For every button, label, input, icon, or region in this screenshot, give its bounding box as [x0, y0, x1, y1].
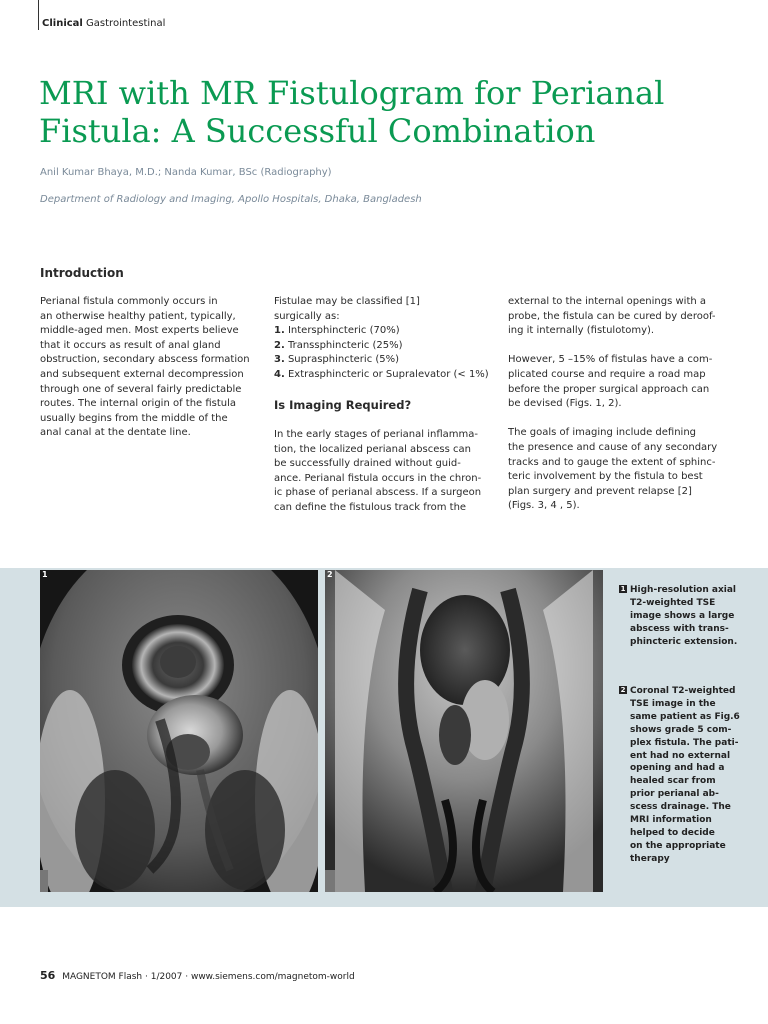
mri-coronal-image	[325, 570, 603, 892]
text-line: through one of several fairly predictable	[40, 383, 242, 395]
mri-axial-image	[40, 570, 318, 892]
column-1	[40, 295, 265, 441]
affiliation: Department of Radiology and Imaging, Apollo Hospitals, Dhaka, Bangladesh	[40, 194, 422, 205]
imaging-heading: Is Imaging Required?	[274, 398, 412, 412]
figure-2-caption	[619, 685, 744, 866]
column-2-top	[274, 295, 502, 383]
caption-line: on the appropriate	[630, 840, 726, 851]
text-line: can define the fistulous track from the	[274, 501, 467, 513]
text-line: anal canal at the dentate line.	[40, 427, 191, 439]
running-header	[42, 18, 165, 29]
text-line: In the early stages of perianal inflamma-	[274, 429, 478, 440]
text-line: The goals of imaging include defining	[508, 427, 697, 439]
caption-line: abscess with trans-	[630, 623, 729, 634]
text-line: plan surgery and prevent relapse [2]	[508, 485, 692, 497]
caption-line: Coronal T2-weighted	[630, 686, 736, 696]
text-line: Fistulae may be classified [1]	[274, 296, 420, 307]
caption-line: opening and had a	[630, 763, 725, 774]
text-line: an otherwise healthy patient, typically,	[40, 310, 236, 322]
figure-2-coronal-mri	[325, 570, 603, 892]
text-line: routes. The internal origin of the fistula	[40, 398, 237, 410]
class-item-2	[274, 339, 502, 354]
caption-line: phincteric extension.	[630, 636, 738, 647]
text-line: Perianal fistula commonly occurs in	[40, 296, 218, 307]
intro-heading: Introduction	[40, 266, 124, 280]
caption-line: TSE image in the	[630, 698, 716, 709]
text-line: tion, the localized perianal abscess can	[274, 443, 471, 455]
title-line-2: Fistula: A Successful Combination	[39, 112, 596, 150]
page-number: 56	[40, 969, 56, 982]
text-line: middle-aged men. Most experts believe	[40, 325, 239, 337]
text-line: However, 5 –15% of fistulas have a com-	[508, 354, 713, 366]
text-line: be devised (Figs. 1, 2).	[508, 398, 622, 410]
article-title	[39, 74, 739, 150]
caption-line: image shows a large	[630, 610, 735, 621]
class-num: 1.	[274, 325, 285, 337]
class-text: Suprasphincteric (5%)	[287, 354, 400, 366]
caption-line: T2-weighted TSE	[630, 597, 716, 608]
footer-text: MAGNETOM Flash · 1/2007 · www.siemens.com/magnetom-world	[62, 972, 355, 982]
text-line: plicated course and require a road map	[508, 368, 706, 380]
caption-line: ent had no external	[630, 750, 731, 761]
page-footer	[40, 969, 355, 982]
caption-line: shows grade 5 com-	[630, 724, 732, 735]
text-line: teric involvement by the fistula to best	[508, 471, 703, 483]
title-line-1: MRI with MR Fistulogram for Perianal	[39, 74, 665, 112]
caption-line: High-resolution axial	[630, 585, 737, 595]
class-num: 3.	[274, 354, 285, 366]
figure-1-caption	[619, 584, 744, 649]
text-line: external to the internal openings with a	[508, 296, 707, 307]
class-num: 4.	[274, 368, 285, 380]
class-item-3	[274, 353, 502, 368]
column-3	[508, 295, 736, 514]
column-2-body	[274, 428, 502, 516]
header-rule	[38, 0, 39, 30]
text-line: ance. Perianal fistula occurs in the chron-	[274, 472, 482, 484]
caption-number-badge: 1	[620, 585, 626, 593]
text-line: ing it internally (fistulotomy).	[508, 325, 655, 337]
text-line: that it occurs as result of anal gland	[40, 339, 221, 351]
text-line: probe, the fistula can be cured by deroof-	[508, 310, 716, 322]
text-line: (Figs. 3, 4 , 5).	[508, 500, 580, 512]
caption-line: scess drainage. The	[630, 802, 731, 813]
class-text: Intersphincteric (70%)	[287, 325, 400, 337]
caption-line: helped to decide	[630, 827, 715, 838]
class-num: 2.	[274, 339, 285, 351]
text-line: be successfully drained without guid-	[274, 458, 461, 470]
class-text: Transsphincteric (25%)	[287, 339, 403, 351]
text-line: before the proper surgical approach can	[508, 383, 710, 395]
text-line: ic phase of perianal abscess. If a surgeon	[274, 487, 482, 499]
class-item-4	[274, 368, 502, 383]
class-text: Extrasphincteric or Supralevator (< 1%)	[287, 368, 489, 380]
text-line: the presence and cause of any secondary	[508, 441, 718, 453]
authors: Anil Kumar Bhaya, M.D.; Nanda Kumar, BSc (Radiography)	[40, 167, 332, 178]
header-section: Clinical	[42, 18, 83, 29]
caption-line: therapy	[630, 853, 670, 864]
caption-line: prior perianal ab-	[630, 789, 719, 800]
caption-line: same patient as Fig.6	[630, 711, 740, 722]
text-line: tracks and to gauge the extent of sphinc-	[508, 456, 716, 468]
figure-number: 2	[327, 570, 333, 579]
header-topic: Gastrointestinal	[86, 18, 166, 29]
text-line: surgically as:	[274, 310, 340, 322]
figure-number: 1	[42, 570, 48, 579]
figure-1-axial-mri	[40, 570, 318, 892]
caption-line: MRI information	[630, 815, 712, 826]
text-line: usually begins from the middle of the	[40, 412, 228, 424]
caption-line: plex fistula. The pati-	[630, 737, 739, 748]
caption-number-badge: 2	[620, 686, 626, 694]
caption-line: healed scar from	[630, 776, 716, 787]
class-item-1	[274, 324, 502, 339]
text-line: and subsequent external decompression	[40, 368, 244, 380]
text-line: obstruction, secondary abscess formation	[40, 354, 250, 366]
